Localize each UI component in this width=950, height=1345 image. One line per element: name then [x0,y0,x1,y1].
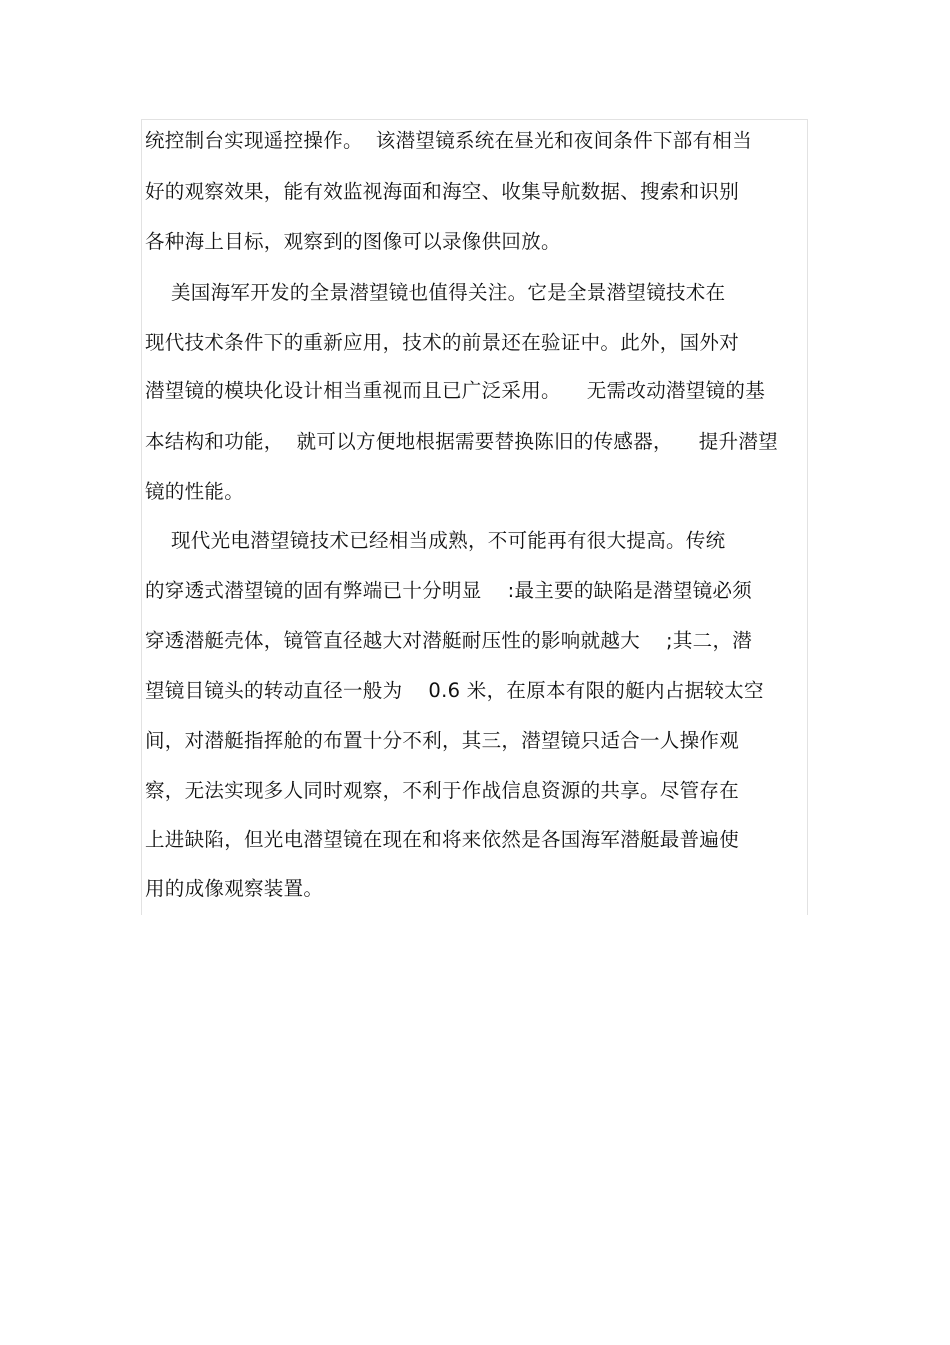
text-line: 镜的性能。 [145,480,245,503]
text-line: 上进缺陷，但光电潜望镜在现在和将来依然是各国海军潜艇最普遍使 [145,828,740,851]
text-line: 间，对潜艇指挥舱的布置十分不利，其三，潜望镜只适合一人操作观 [145,729,740,752]
text-line: 好的观察效果，能有效监视海面和海空、收集导航数据、搜索和识别 [145,180,740,203]
text-line: 美国海军开发的全景潜望镜也值得关注。它是全景潜望镜技术在 [145,281,726,304]
text-line: 的穿透式潜望镜的固有弊端已十分明显 :最主要的缺陷是潜望镜必须 [145,579,753,602]
text-line: 用的成像观察装置。 [145,877,324,900]
text-line: 统控制台实现遥控操作。 该潜望镜系统在昼光和夜间条件下部有相当 [145,129,752,152]
text-line: 各种海上目标，观察到的图像可以录像供回放。 [145,230,561,253]
text-line: 本结构和功能， 就可以方便地根据需要替换陈旧的传感器， 提升潜望 [145,430,778,453]
text-line: 察，无法实现多人同时观察，不利于作战信息资源的共享。尽管存在 [145,779,740,802]
text-line: 潜望镜的模块化设计相当重视而且已广泛采用。 无需改动潜望镜的基 [145,379,765,402]
text-line: 望镜目镜头的转动直径一般为 0.6 米，在原本有限的艇内占据较太空 [145,679,764,702]
text-line: 穿透潜艇壳体，镜管直径越大对潜艇耐压性的影响就越大 ;其二，潜 [145,629,753,652]
text-line: 现代技术条件下的重新应用，技术的前景还在验证中。此外，国外对 [145,331,740,354]
text-line: 现代光电潜望镜技术已经相当成熟，不可能再有很大提高。传统 [145,529,726,552]
